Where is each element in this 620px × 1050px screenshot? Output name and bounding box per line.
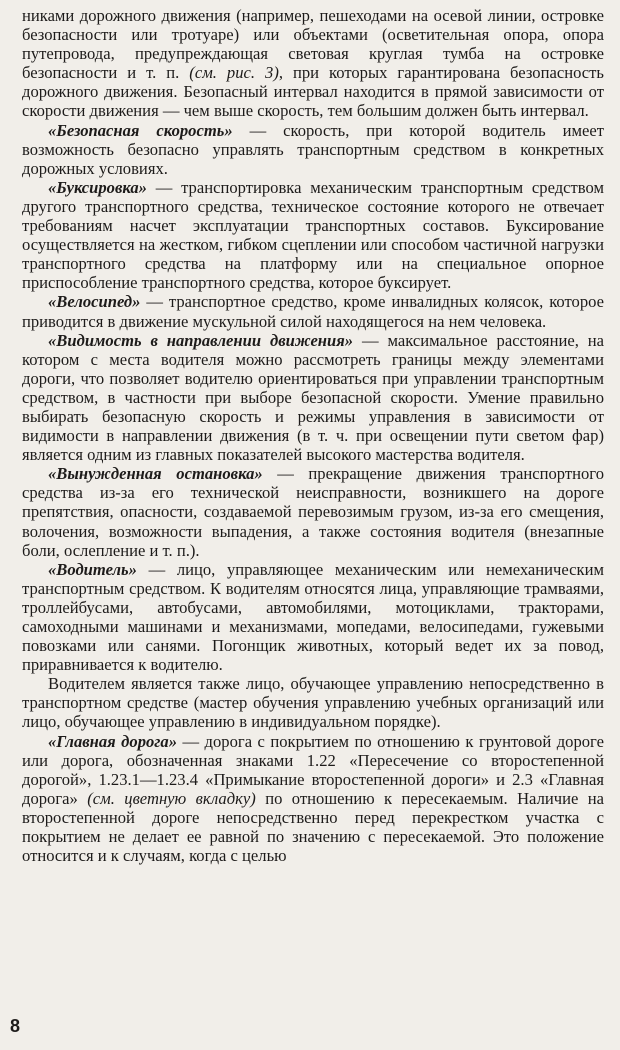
paragraph-text: Водителем является также лицо, обучающее управлению непосредственно в транспортном средстве (мастер обучения управлению учебных организаций или лицо, обучающее управлению в индивидуальном порядке). [22,674,604,732]
term: «Видимость в направлении движения» [48,330,354,350]
definition-text: — транспортировка механическим транспортным средством другого транспортного средства, техническое состояние которого не отвечает требованиям насчет эксплуатации транспортных составов. Буксирование осуществляется на жестком, гибком сцеплении или способом частичной нагрузки транспортного средства на платформу или на специальное опорное приспособление транспортного средства, которое буксирует. [22,177,604,293]
paragraph-text: , при которых гарантирована безопасность дорожного движения. Безопасный интервал находится в прямой зависимости от скорости движения — чем выше скорость, тем большим должен быть интервал. [22,63,604,121]
term: «Водитель» [48,559,137,579]
definition-text: — дорога с покрытием по отношению к грунтовой дороге или дорога, обозначенная знаками 1.22 «Пересечение со второстепенной дорогой», 1.23.1—1.23.4 «Примыкание второстепенной дороги» и 2.3 «Главная дорога» [22,731,604,808]
definition-text: — транспортное средство, кроме инвалидных колясок, которое приводится в движение мускульной силой находящегося на нем человека. [22,292,604,331]
term: «Главная дорога» [48,731,178,751]
definition-safe-speed [22,121,604,178]
definition-text: по отношению к пересекаемым. Наличие на второстепенной дороге непосредственно перед перекрестком участка с покрытием не делает ее равной по значению с пересекаемой. Это положение относится и к случаям, когда с целью [22,788,604,866]
definition-towing [22,178,604,293]
color-insert-reference: (см. цветную вкладку) [87,788,256,808]
definition-text: — максимальное расстояние, на котором с места водителя можно рассмотреть границы между элементами дороги, что позволяет водителю ориентироваться при управлении транспортным средством, в частности при выборе безопасной скорости. Умение правильно выбирать безопасную скорость и режимы управления в зависимости от видимости в направлении движения (в т. ч. при освещении пути светом фар) является одним из главных показателей высокого мастерства водителя. [22,330,604,465]
term: «Буксировка» [48,177,147,197]
term: «Безопасная скорость» [48,120,233,140]
paragraph-text: никами дорожного движения (например, пешеходами на осевой линии, островке безопасности или тротуаре) или объектами (осветительная опора, опора путепровода, предупреждающая световая круглая тумба на островке безопасности и т. п. [22,6,604,83]
paragraph-safe-interval-continued [22,6,604,121]
definition-bicycle [22,292,604,330]
definition-text: — скорость, при которой водитель имеет возможность безопасно управлять транспортным средством в конкретных дорожных условиях. [22,120,604,178]
definition-visibility [22,331,604,465]
term: «Вынужденная остановка» [48,464,263,484]
paragraph-driver-instructor [22,674,604,731]
definition-forced-stop [22,464,604,559]
definition-text: — лицо, управляющее механическим или немеханическим транспортным средством. К водителям относятся лица, управляющие трамваями, троллейбусами, автобусами, автомобилями, мотоциклами, тракторами, самоходными машинами и механизмами, мопедами, велосипедами, гужевыми повозками или санями. Погонщик животных, который ведет их за повод, приравнивается к водителю. [22,559,604,675]
definition-text: — прекращение движения транспортного средства из-за его технической неисправности, возникшего на дороге препятствия, опасности, создаваемой перевозимым грузом, из-за его смещения, волочения, возможности выпадения, а также состояния водителя (внезапные боли, ослепление и т. п.). [22,464,604,560]
definition-main-road [22,732,604,866]
definition-driver [22,560,604,675]
term: «Велосипед» [48,292,141,312]
page-number: 8 [10,1016,21,1036]
figure-reference: (см. рис. 3) [189,63,279,83]
